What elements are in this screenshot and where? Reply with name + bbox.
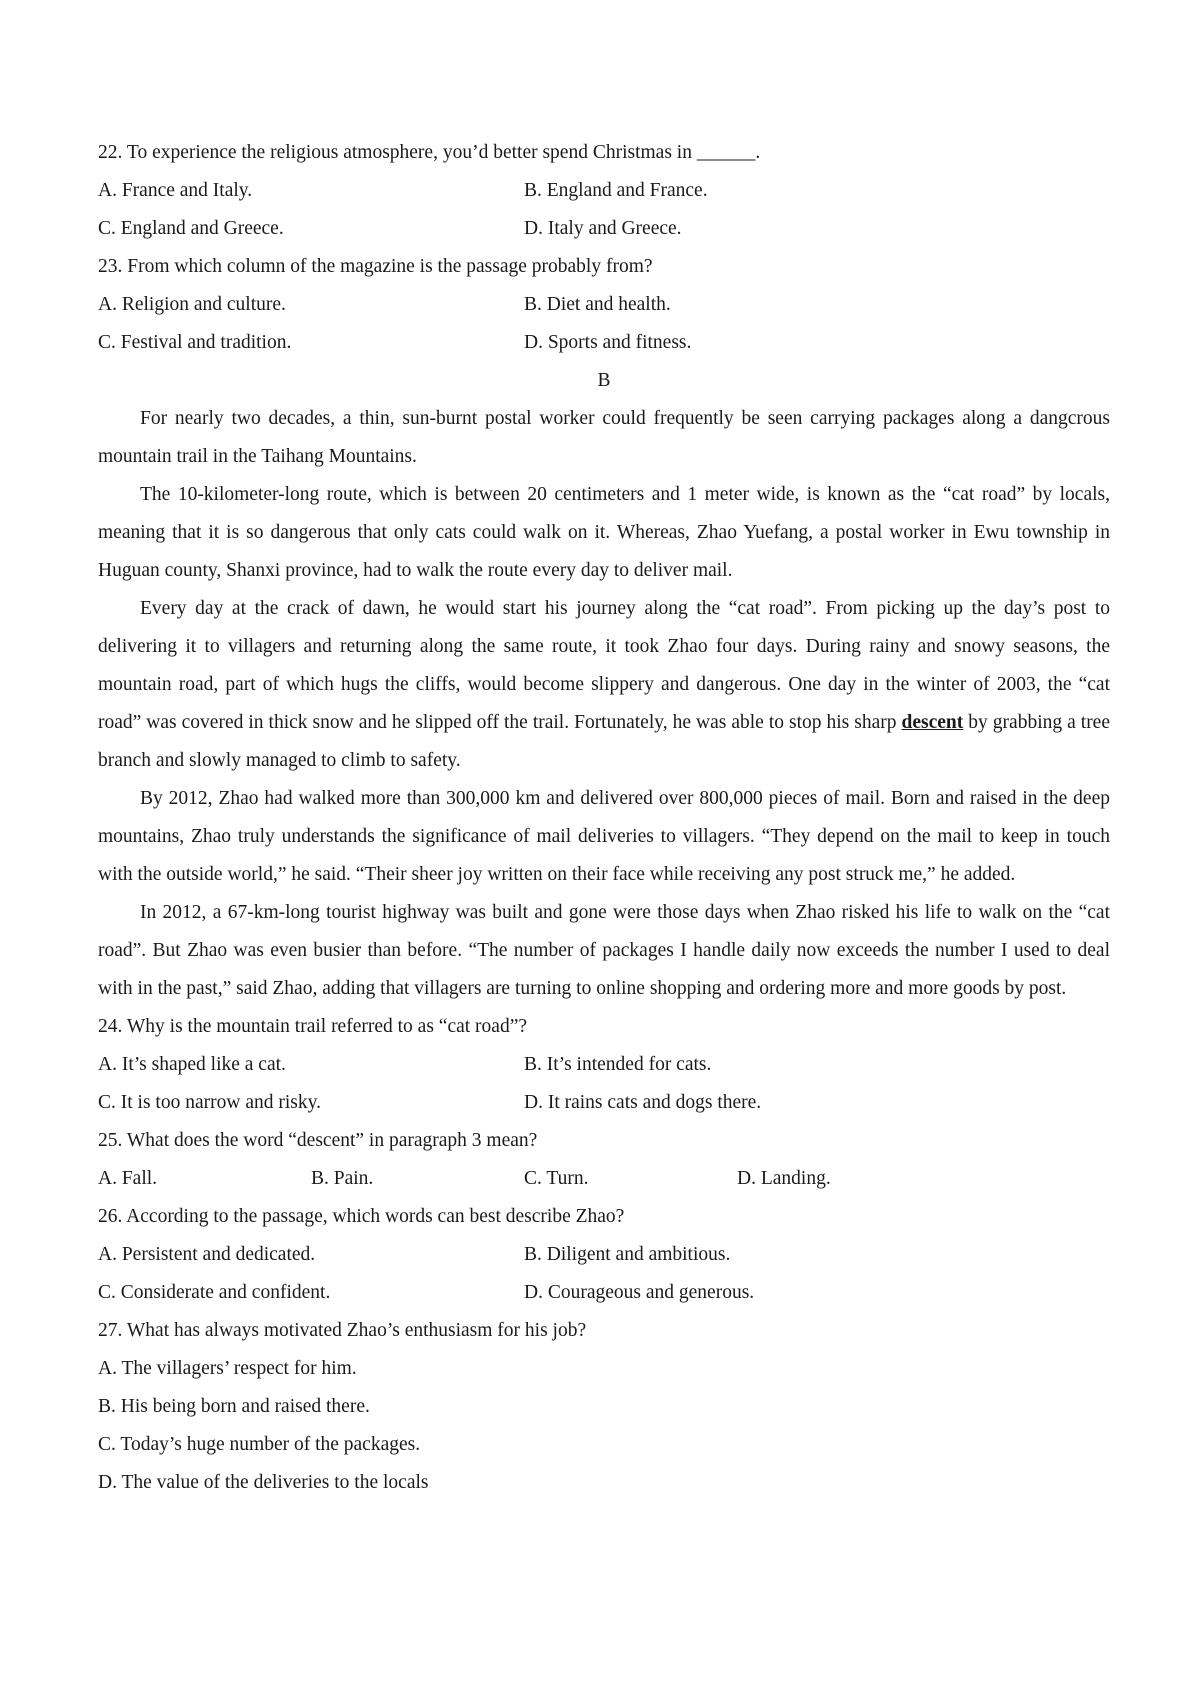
option-b: B. Diligent and ambitious. — [524, 1244, 731, 1265]
option-c: C. It is too narrow and risky. — [98, 1092, 321, 1113]
question-27: 27. What has always motivated Zhao’s enthusiasm for his job? — [98, 1320, 587, 1341]
question-24-options-row-1 — [98, 1046, 1110, 1084]
question-25-options-row — [98, 1160, 1110, 1198]
option-d: D. It rains cats and dogs there. — [524, 1092, 762, 1113]
option-b: B. Pain. — [311, 1168, 374, 1189]
option-c: C. Festival and tradition. — [98, 332, 292, 353]
option-c: C. Today’s huge number of the packages. — [98, 1434, 421, 1455]
paragraph-3-text-before: Every day at the crack of dawn, he would start his journey along the “cat road”. From picking up the day’s post to delivering it to villagers and returning along the same route, it took Zhao four days. During rainy and snowy seasons, the mountain road, part of which hugs the cliffs, would become slippery and dangerous. One day in the winter of 2003, the “cat road” was covered in thick snow and he slipped off the trail. Fortunately, he was able to stop his sharp — [98, 598, 1110, 733]
option-b: B. England and France. — [524, 180, 708, 201]
question-24-options-row-2 — [98, 1084, 1110, 1122]
option-b: B. Diet and health. — [524, 294, 671, 315]
option-a: A. It’s shaped like a cat. — [98, 1054, 286, 1075]
option-d: D. Courageous and generous. — [524, 1282, 755, 1303]
question-24: 24. Why is the mountain trail referred to as “cat road”? — [98, 1016, 528, 1037]
question-26: 26. According to the passage, which words can best describe Zhao? — [98, 1206, 625, 1227]
document-page — [98, 134, 1110, 1502]
question-23: 23. From which column of the magazine is the passage probably from? — [98, 256, 653, 277]
option-a: A. Fall. — [98, 1168, 158, 1189]
option-d: D. Landing. — [737, 1168, 831, 1189]
section-label: B — [597, 370, 611, 391]
passage-paragraph-2: The 10-kilometer-long route, which is between 20 centimeters and 1 meter wide, is known as the “cat road” by locals, meaning that it is so dangerous that only cats could walk on it. Whereas, Zhao Yuefang, a postal worker in Ewu township in Huguan county, Shanxi province, had to walk the route every day to deliver mail. — [98, 484, 1110, 581]
question-26-options-row-1 — [98, 1236, 1110, 1274]
question-26-options-row-2 — [98, 1274, 1110, 1312]
option-a: A. Persistent and dedicated. — [98, 1244, 316, 1265]
passage-paragraph-3 — [98, 590, 1110, 780]
option-a: A. Religion and culture. — [98, 294, 286, 315]
option-d: D. The value of the deliveries to the locals — [98, 1472, 429, 1493]
option-c: C. Considerate and confident. — [98, 1282, 331, 1303]
question-23-options-row-1 — [98, 286, 1110, 324]
option-a: A. France and Italy. — [98, 180, 253, 201]
highlighted-word-descent: descent — [901, 712, 964, 733]
paragraph-3-text-after: by grabbing a tree branch and slowly managed to climb to safety. — [98, 712, 1110, 771]
option-d: D. Italy and Greece. — [524, 218, 682, 239]
option-c: C. Turn. — [524, 1168, 589, 1189]
question-22-options-row-2 — [98, 210, 1110, 248]
question-22-options-row-1 — [98, 172, 1110, 210]
question-22: 22. To experience the religious atmosphere, you’d better spend Christmas in ______. — [98, 142, 761, 163]
option-c: C. England and Greece. — [98, 218, 284, 239]
question-25: 25. What does the word “descent” in paragraph 3 mean? — [98, 1130, 538, 1151]
passage-paragraph-5: In 2012, a 67-km-long tourist highway was built and gone were those days when Zhao risked his life to walk on the “cat road”. But Zhao was even busier than before. “The number of packages I handle daily now exceeds the number I used to deal with in the past,” said Zhao, adding that villagers are turning to online shopping and ordering more and more goods by post. — [98, 902, 1110, 999]
passage-paragraph-4: By 2012, Zhao had walked more than 300,000 km and delivered over 800,000 pieces of mail. Born and raised in the deep mountains, Zhao truly understands the significance of mail deliveries to villagers. “They depend on the mail to keep in touch with the outside world,” he said. “Their sheer joy written on their face while receiving any post struck me,” he added. — [98, 788, 1110, 885]
passage-paragraph-1: For nearly two decades, a thin, sun-burnt postal worker could frequently be seen carrying packages along a dangcrous mountain trail in the Taihang Mountains. — [98, 408, 1110, 467]
question-23-options-row-2 — [98, 324, 1110, 362]
option-b: B. His being born and raised there. — [98, 1396, 370, 1417]
option-a: A. The villagers’ respect for him. — [98, 1358, 357, 1379]
option-b: B. It’s intended for cats. — [524, 1054, 712, 1075]
option-d: D. Sports and fitness. — [524, 332, 692, 353]
